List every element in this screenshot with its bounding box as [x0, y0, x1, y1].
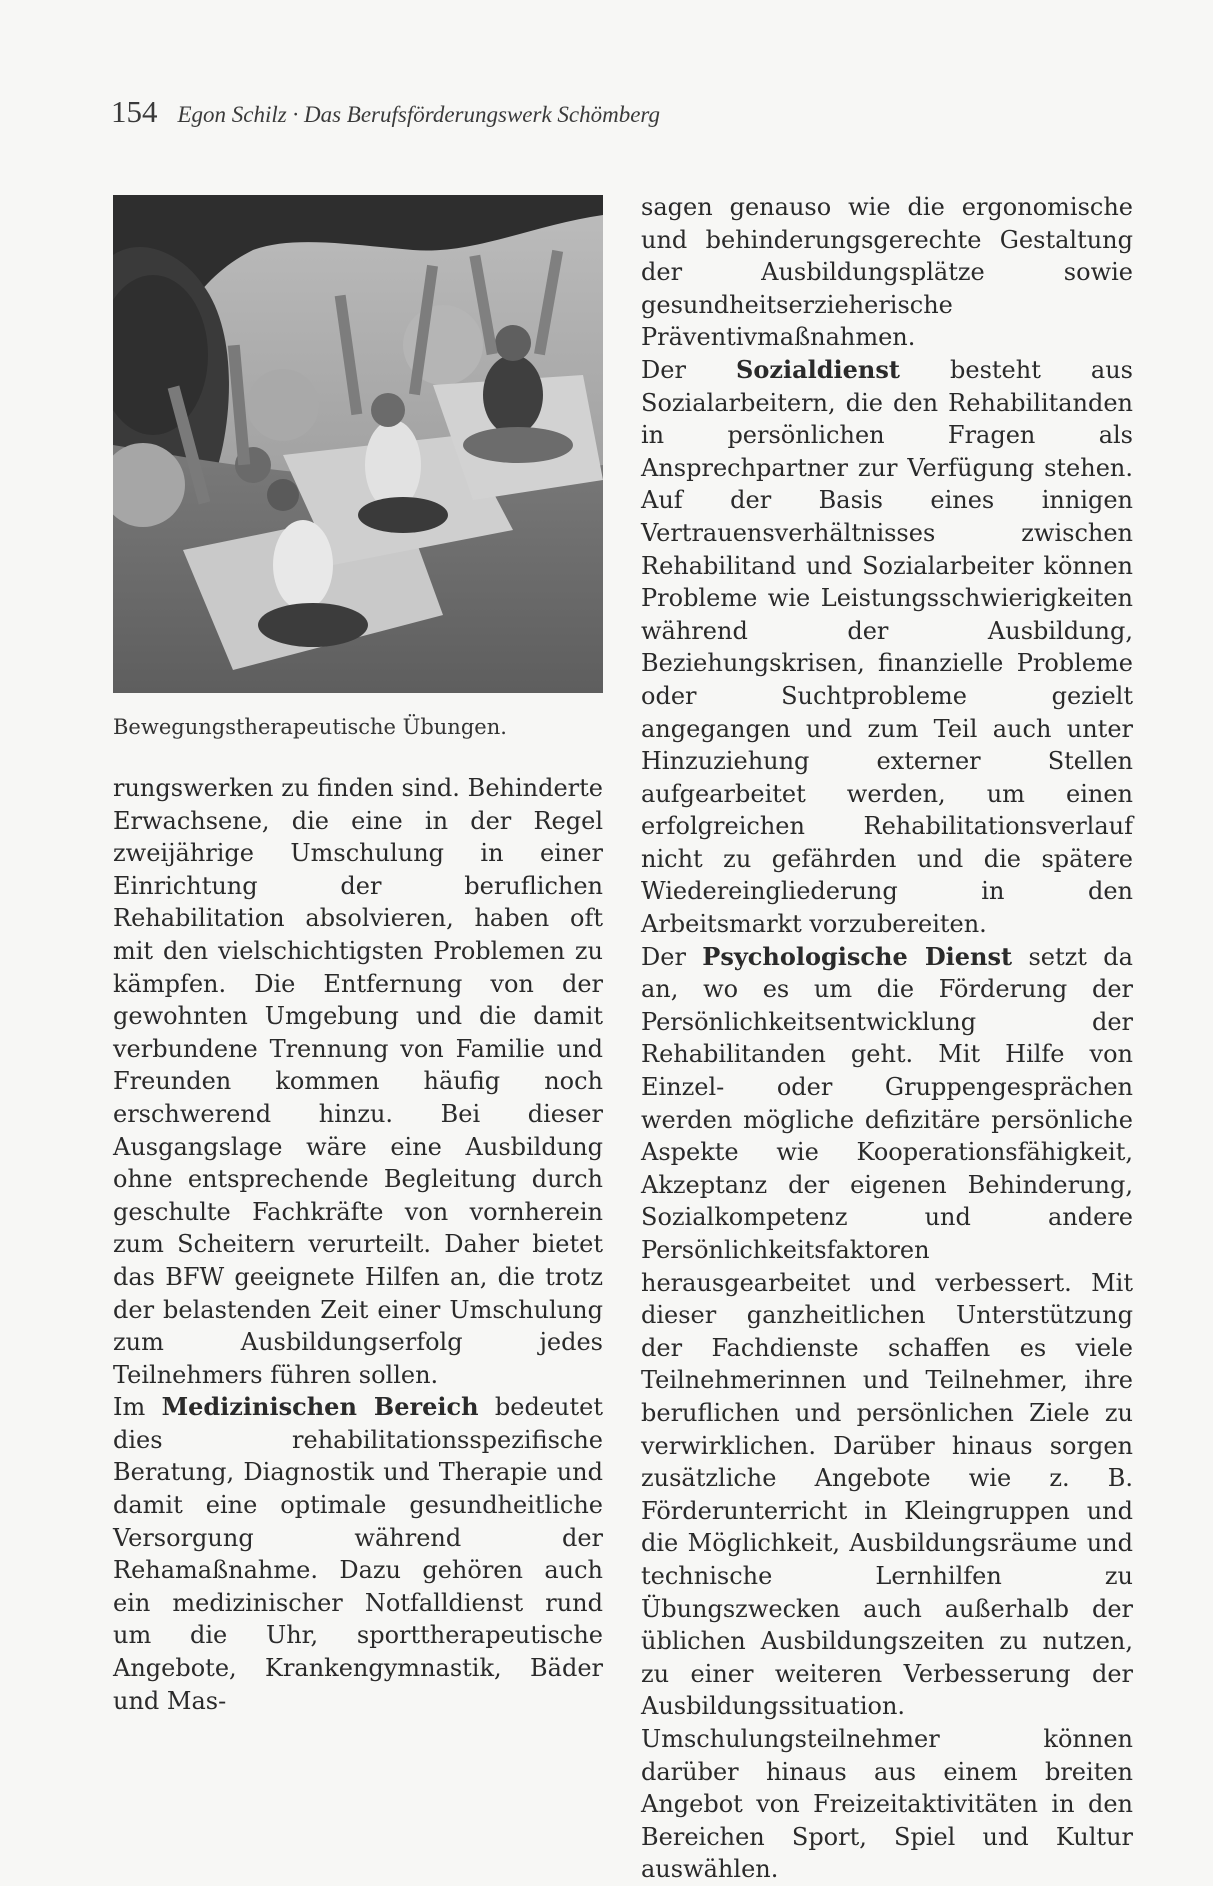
- left-column: [113, 772, 603, 1717]
- section-term: Medizinischen Bereich: [161, 1392, 479, 1422]
- section-term: Sozialdienst: [735, 354, 900, 384]
- exercise-photo: [113, 195, 603, 693]
- figure-caption: Bewegungstherapeutische Übungen.: [113, 715, 507, 739]
- paragraph: Der Psychologische Dienst setzt da an, wo es um die Förderung der Persönlichkeitsentwicklung der Rehabilitanden geht. Mit Hilfe von Einzel- oder Gruppengesprächen werden mögliche defizitäre persönliche Aspekte wie Kooperationsfähigkeit, Akzeptanz der eigenen Behinderung, Sozialkompetenz und andere Persönlichkeitsfaktoren herausgearbeitet und verbessert. Mit dieser ganzheitlichen Unterstützung der Fachdienste schaffen es viele Teilnehmerinnen und Teilnehmer, ihre beruflichen und persönlichen Ziele zu verwirklichen. Darüber hinaus sorgen zusätzliche Angebote wie z. B. Förderunterricht in Kleingruppen und die Möglichkeit, Ausbildungsräume und technische Lernhilfen zu Übungszwecken auch außerhalb der üblichen Ausbildungszeiten zu nutzen, zu einer weiteren Verbesserung der Ausbildungssituation. Umschulungsteilnehmer können darüber hinaus aus einem breiten Angebot von Freizeitaktivitäten in den Bereichen Sport, Spiel und Kultur auswählen.: [641, 941, 1133, 1884]
- running-title: Egon Schilz · Das Berufsförderungswerk Schömberg: [177, 102, 661, 127]
- paragraph: rungswerken zu finden sind. Behinderte Erwachsene, die eine in der Regel zweijährige Umschulung in einer Einrichtung der beruflichen Rehabilitation absolvieren, haben oft mit den vielschichtigsten Problemen zu kämpfen. Die Entfernung von der gewohnten Umgebung und die damit verbundene Trennung von Familie und Freunden kommen häufig noch erschwerend hinzu. Bei dieser Ausgangslage wäre eine Ausbildung ohne entsprechende Begleitung durch geschulte Fachkräfte von vornherein zum Scheitern verurteilt. Daher bietet das BFW geeignete Hilfen an, die trotz der belastenden Zeit einer Umschulung zum Ausbildungserfolg jedes Teilnehmers führen sollen.: [113, 774, 603, 1389]
- paragraph: sagen genauso wie die ergonomische und behinderungsgerechte Gestaltung der Ausbildungsplätze sowie gesundheitserzieherische Präventivmaßnahmen.: [641, 193, 1133, 352]
- paragraph: Der Sozialdienst besteht aus Sozialarbeitern, die den Rehabilitanden in persönlichen Fragen als Ansprechpartner zur Verfügung stehen. Auf der Basis eines innigen Vertrauensverhältnisses zwischen Rehabilitand und Sozialarbeiter können Probleme wie Leistungsschwierigkeiten während der Ausbildung, Beziehungskrisen, finanzielle Probleme oder Suchtprobleme gezielt angegangen und zum Teil auch unter Hinzuziehung externer Stellen aufgearbeitet werden, um einen erfolgreichen Rehabilitationsverlauf nicht zu gefährden und die spätere Wiedereingliederung in den Arbeitsmarkt vorzubereiten.: [641, 354, 1133, 939]
- right-column: [641, 191, 1133, 1886]
- section-term: Psychologische Dienst: [702, 941, 1013, 971]
- page-number: 154: [111, 94, 158, 129]
- paragraph: Im Medizinischen Bereich bedeutet dies rehabilitationsspezifische Beratung, Diagnostik und Therapie und damit eine optimale gesundheitliche Versorgung während der Rehamaßnahme. Dazu gehören auch ein medizinischer Notfalldienst rund um die Uhr, sporttherapeutische Angebote, Krankengymnastik, Bäder und Mas-: [113, 1392, 603, 1715]
- page-header: [111, 94, 660, 130]
